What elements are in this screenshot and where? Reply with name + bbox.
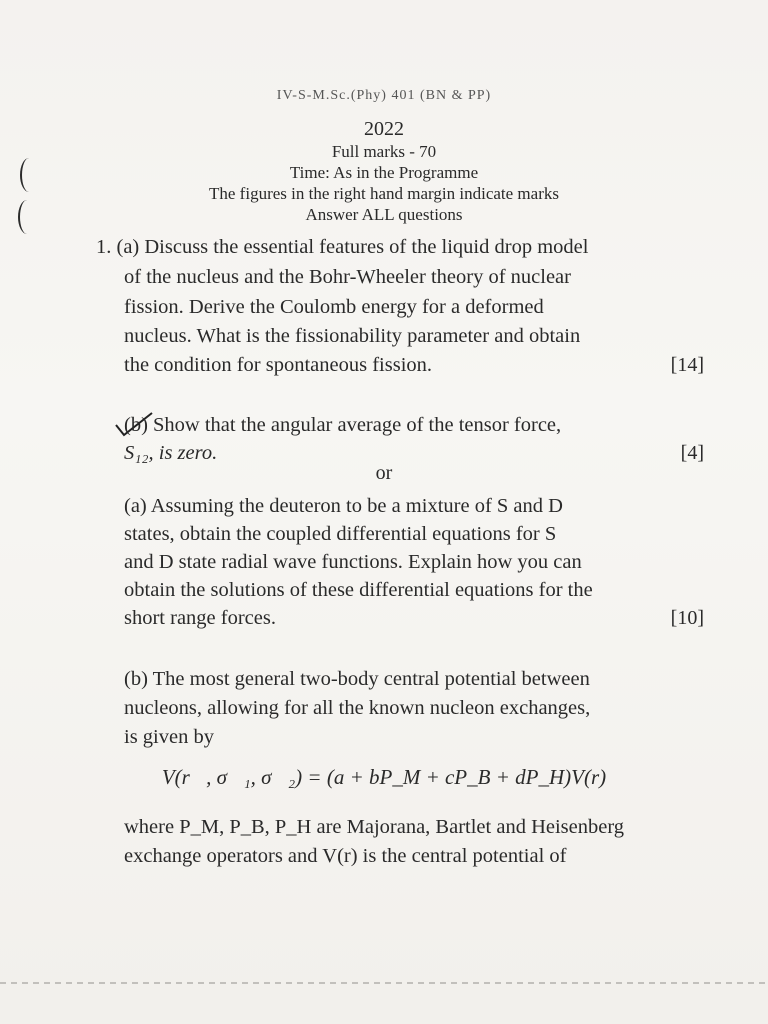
q1b-marks: [4]: [680, 442, 704, 464]
alt-b-line: where P_M, P_B, P_H are Majorana, Bartlet and Heisenberg: [124, 816, 625, 838]
exam-year: 2022: [364, 118, 404, 140]
exam-time: Time: As in the Programme: [289, 163, 479, 182]
alt-b-line: is given by: [124, 726, 214, 748]
q1a-marks: [14]: [670, 354, 704, 376]
q1a-line: 1. (a) Discuss the essential features of the liquid drop model: [96, 236, 589, 258]
alt-a-marks: [10]: [670, 607, 704, 629]
alt-a-line: (a) Assuming the deuteron to be a mixture of S and D: [124, 495, 563, 517]
q1a-line: of the nucleus and the Bohr-Wheeler theory of nuclear: [124, 266, 571, 288]
alt-a-line: short range forces.: [124, 607, 276, 629]
q1b-line: S₁₂, is zero.: [124, 442, 218, 464]
alt-b-line: exchange operators and V(r) is the central potential of: [124, 845, 567, 867]
q1b-line: (b) Show that the angular average of the tensor force,: [124, 414, 562, 436]
full-marks: Full marks - 70: [331, 142, 437, 161]
alt-b-line: nucleons, allowing for all the known nucleon exchanges,: [124, 697, 591, 719]
or-separator: or: [375, 462, 393, 484]
page-fold-line: [0, 982, 768, 984]
alt-a-line: states, obtain the coupled differential equations for S: [124, 523, 557, 545]
answer-instruction: Answer ALL questions: [305, 205, 463, 224]
q1a-line: the condition for spontaneous fission.: [124, 354, 433, 376]
potential-equation: V(r⃗, σ⃗₁, σ⃗₂) = (a + bP_M + cP_B + dP_H)V(r): [161, 765, 607, 789]
marks-note: The figures in the right hand margin indicate marks: [209, 184, 559, 203]
q1a-line: nucleus. What is the fissionability parameter and obtain: [124, 325, 581, 347]
course-code: IV-S-M.Sc.(Phy) 401 (BN & PP): [276, 88, 492, 103]
alt-a-line: obtain the solutions of these differential equations for the: [124, 579, 593, 601]
q1a-line: fission. Derive the Coulomb energy for a deformed: [124, 296, 544, 318]
alt-b-line: (b) The most general two-body central potential between: [124, 668, 590, 690]
alt-a-line: and D state radial wave functions. Explain how you can: [124, 551, 582, 573]
